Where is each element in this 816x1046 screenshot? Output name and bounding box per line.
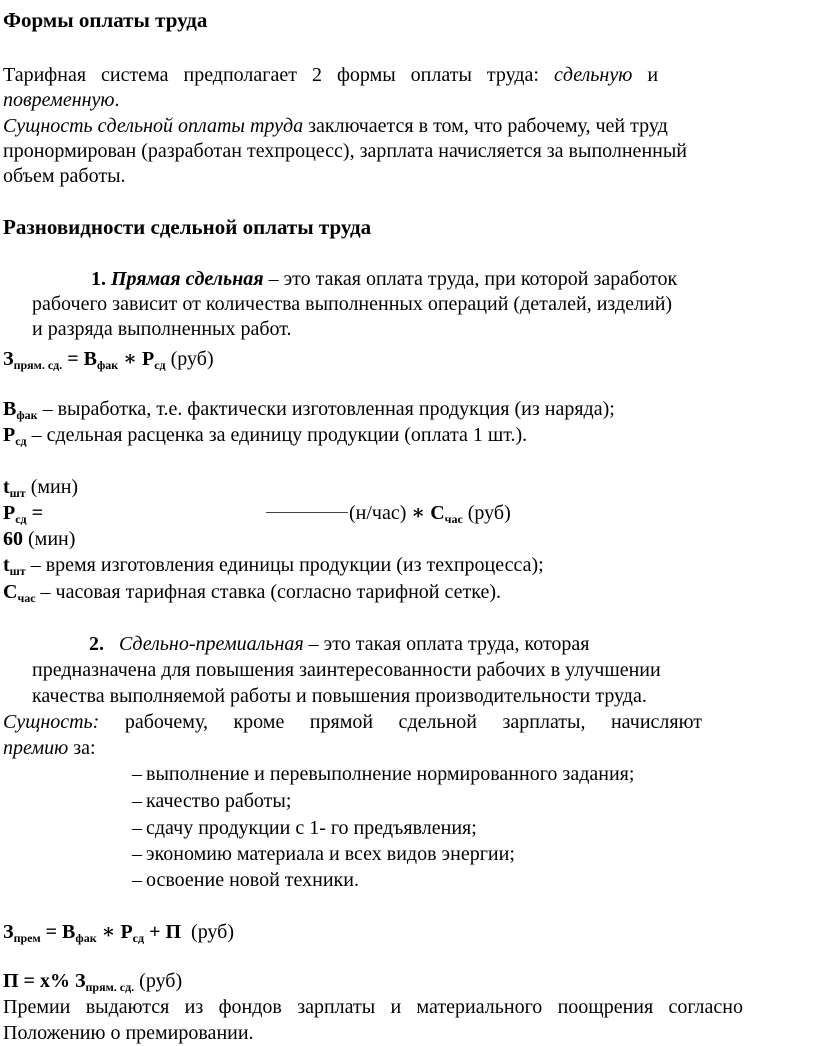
formula-direct-piece: $З_{прям. сд.} = В_{фак}$ ∗ $Р_{сд}$ (руб)	[3, 348, 214, 372]
formula2-denominator: 60 (мин)	[3, 528, 76, 550]
paragraph-essence-line1: Сущность сдельной оплаты труда заключается в том, что рабочему, чей труд	[3, 115, 668, 137]
list-item: – сдачу продукции с 1- го предъявления;	[132, 817, 477, 839]
formula2-numerator: $t_{шт}$ (мин)	[3, 476, 79, 500]
paragraph-essence-line2: пронормирован (разработан техпроцесс), зарплата начисляется за выполненный	[3, 140, 687, 162]
formula2-left: $Р_{сд}$ =	[3, 502, 44, 526]
fraction-line	[266, 512, 348, 513]
list-item: – качество работы;	[132, 790, 292, 812]
definition-time: $t_{шт}$ – время изготовления единицы продукции (из техпроцесса);	[3, 554, 544, 578]
essence-line1: Сущность: рабочему, кроме прямой сдельной зарплаты, начисляют	[3, 711, 702, 733]
heading-forms: Формы оплаты труда	[3, 8, 208, 32]
list-item: – выполнение и перевыполнение нормированного задания;	[132, 763, 635, 785]
essence-line2: премию за:	[3, 737, 96, 759]
item2-line1: 2. Сдельно-премиальная – это такая оплата труда, которая	[89, 633, 590, 655]
list-item: – экономию материала и всех видов энергии;	[132, 843, 515, 865]
heading-varieties: Разновидности сдельной оплаты труда	[3, 215, 372, 239]
list-item: – освоение новой техники.	[132, 869, 359, 891]
formula-bonus: П = х% $З_{прям. сд.}$ (руб)	[3, 970, 183, 994]
paragraph-tariff-line1: Тарифная система предполагает 2 формы оплаты труда: сдельную и	[3, 64, 659, 86]
definition-output: $В_{фак}$ – выработка, т.е. фактически изготовленная продукция (из наряда);	[3, 398, 615, 422]
paragraph-essence-line3: объем работы.	[3, 165, 126, 187]
formula-piece-bonus: $З_{прем} = В_{фак}$ ∗ $Р_{сд} + П$ (руб)	[3, 921, 234, 945]
definition-rate: $Р_{сд}$ – сдельная расценка за единицу продукции (оплата 1 шт.).	[3, 424, 528, 448]
item2-line2: предназначена для повышения заинтересованности рабочих в улучшении	[32, 659, 661, 681]
item1-line3: и разряда выполненных работ.	[32, 318, 292, 340]
item2-line3: качества выполняемой работы и повышения производительности труда.	[32, 685, 647, 707]
item1-line2: рабочего зависит от количества выполненных операций (деталей, изделий)	[32, 293, 673, 315]
definition-hourly: $С_{час}$ – часовая тарифная ставка (согласно тарифной сетке).	[3, 581, 501, 605]
formula2-right: (н/час) ∗ $С_{час}$ (руб)	[266, 501, 511, 525]
paragraph-tariff-line2: повременную.	[3, 89, 120, 111]
final-line2: Положению о премировании.	[3, 1022, 254, 1044]
final-line1: Премии выдаются из фондов зарплаты и материального поощрения согласно	[3, 996, 743, 1018]
item1-line1: 1. Прямая сдельная – это такая оплата труда, при которой заработок	[91, 268, 678, 290]
